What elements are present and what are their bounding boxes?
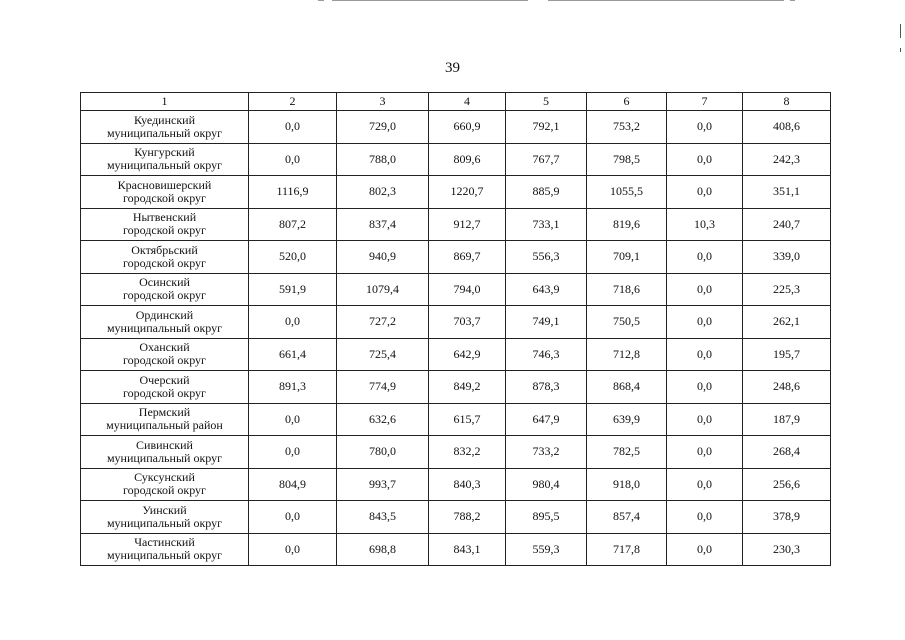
municipality-name-line: Сивинский	[136, 437, 193, 452]
column-header-4: 4	[429, 93, 506, 111]
municipality-name-line: городской округ	[123, 190, 206, 205]
value-cell-col-4: 843,1	[429, 533, 506, 566]
municipality-name-line: муниципальный район	[106, 418, 223, 433]
value-cell-col-3: 698,8	[337, 533, 429, 566]
table-row	[81, 338, 831, 371]
municipality-name-line: городской округ	[123, 483, 206, 498]
municipality-name-cell	[81, 371, 249, 404]
table-row	[81, 501, 831, 534]
table-row	[81, 208, 831, 241]
table-body	[81, 111, 831, 566]
municipality-name-line: городской округ	[123, 385, 206, 400]
value-cell-col-3: 729,0	[337, 111, 429, 144]
value-cell-col-5: 733,1	[506, 208, 587, 241]
value-cell-col-4: 1220,7	[429, 176, 506, 209]
column-header-6: 6	[587, 93, 667, 111]
municipality-name-line: муниципальный округ	[106, 125, 223, 140]
value-cell-col-5: 559,3	[506, 533, 587, 566]
value-cell-col-3: 940,9	[337, 241, 429, 274]
municipality-name-line: Очерский	[139, 372, 190, 387]
value-cell-col-4: 869,7	[429, 241, 506, 274]
municipality-name-line: Оханский	[139, 340, 190, 355]
municipality-name-line: муниципальный округ	[106, 548, 223, 563]
table-row	[81, 533, 831, 566]
value-cell-col-2: 591,9	[249, 273, 337, 306]
scan-edge-mark	[900, 24, 901, 38]
municipality-name-cell	[81, 241, 249, 274]
value-cell-col-7: 0,0	[667, 306, 743, 339]
value-cell-col-4: 615,7	[429, 403, 506, 436]
value-cell-col-7: 0,0	[667, 501, 743, 534]
value-cell-col-2: 0,0	[249, 501, 337, 534]
municipality-name-line: муниципальный округ	[106, 450, 223, 465]
value-cell-col-2: 804,9	[249, 468, 337, 501]
value-cell-col-8: 225,3	[743, 273, 831, 306]
value-cell-col-4: 832,2	[429, 436, 506, 469]
value-cell-col-7: 0,0	[667, 533, 743, 566]
table-row	[81, 273, 831, 306]
value-cell-col-4: 788,2	[429, 501, 506, 534]
value-cell-col-8: 242,3	[743, 143, 831, 176]
scan-artifact-line	[790, 0, 795, 1]
column-header-1: 1	[81, 93, 249, 111]
municipality-name-line: городской округ	[123, 223, 206, 238]
value-cell-col-7: 0,0	[667, 338, 743, 371]
value-cell-col-5: 643,9	[506, 273, 587, 306]
table-row	[81, 371, 831, 404]
value-cell-col-4: 642,9	[429, 338, 506, 371]
municipality-name-line: муниципальный округ	[106, 320, 223, 335]
table-row	[81, 403, 831, 436]
scan-edge-mark	[900, 48, 901, 52]
value-cell-col-5: 746,3	[506, 338, 587, 371]
value-cell-col-4: 840,3	[429, 468, 506, 501]
value-cell-col-2: 0,0	[249, 143, 337, 176]
value-cell-col-5: 647,9	[506, 403, 587, 436]
value-cell-col-7: 0,0	[667, 241, 743, 274]
value-cell-col-2: 891,3	[249, 371, 337, 404]
value-cell-col-6: 709,1	[587, 241, 667, 274]
value-cell-col-3: 632,6	[337, 403, 429, 436]
value-cell-col-7: 0,0	[667, 143, 743, 176]
value-cell-col-5: 885,9	[506, 176, 587, 209]
value-cell-col-2: 520,0	[249, 241, 337, 274]
value-cell-col-8: 262,1	[743, 306, 831, 339]
table-row	[81, 306, 831, 339]
table-row	[81, 111, 831, 144]
municipality-name-cell	[81, 208, 249, 241]
municipality-name-cell	[81, 436, 249, 469]
value-cell-col-4: 809,6	[429, 143, 506, 176]
value-cell-col-5: 749,1	[506, 306, 587, 339]
municipality-name-line: Уинский	[142, 502, 187, 517]
value-cell-col-2: 0,0	[249, 403, 337, 436]
municipality-name-line: Красновишерский	[117, 177, 212, 192]
table-row	[81, 468, 831, 501]
value-cell-col-7: 0,0	[667, 176, 743, 209]
value-cell-col-6: 717,8	[587, 533, 667, 566]
value-cell-col-8: 195,7	[743, 338, 831, 371]
municipality-name-cell	[81, 176, 249, 209]
value-cell-col-2: 1116,9	[249, 176, 337, 209]
table-row	[81, 176, 831, 209]
table-row	[81, 241, 831, 274]
value-cell-col-3: 725,4	[337, 338, 429, 371]
municipality-name-line: городской округ	[123, 353, 206, 368]
value-cell-col-5: 980,4	[506, 468, 587, 501]
value-cell-col-3: 727,2	[337, 306, 429, 339]
column-header-5: 5	[506, 93, 587, 111]
value-cell-col-2: 807,2	[249, 208, 337, 241]
value-cell-col-6: 639,9	[587, 403, 667, 436]
value-cell-col-6: 857,4	[587, 501, 667, 534]
municipality-name-line: городской округ	[123, 288, 206, 303]
value-cell-col-7: 0,0	[667, 436, 743, 469]
value-cell-col-4: 912,7	[429, 208, 506, 241]
municipality-name-line: Октябрьский	[131, 242, 198, 257]
value-cell-col-8: 240,7	[743, 208, 831, 241]
header-row	[81, 93, 831, 111]
municipality-name-line: муниципальный округ	[106, 158, 223, 173]
value-cell-col-3: 837,4	[337, 208, 429, 241]
value-cell-col-3: 1079,4	[337, 273, 429, 306]
value-cell-col-8: 339,0	[743, 241, 831, 274]
value-cell-col-5: 878,3	[506, 371, 587, 404]
municipality-name-line: Нытвенский	[132, 210, 197, 225]
value-cell-col-6: 753,2	[587, 111, 667, 144]
municipality-name-line: Суксунский	[134, 470, 195, 485]
value-cell-col-2: 661,4	[249, 338, 337, 371]
value-cell-col-3: 780,0	[337, 436, 429, 469]
column-header-8: 8	[743, 93, 831, 111]
value-cell-col-5: 895,5	[506, 501, 587, 534]
value-cell-col-8: 378,9	[743, 501, 831, 534]
value-cell-col-6: 712,8	[587, 338, 667, 371]
value-cell-col-6: 782,5	[587, 436, 667, 469]
value-cell-col-5: 767,7	[506, 143, 587, 176]
municipality-name-cell	[81, 306, 249, 339]
table-row	[81, 436, 831, 469]
municipality-name-line: Кунгурский	[134, 145, 195, 160]
value-cell-col-8: 187,9	[743, 403, 831, 436]
table-header	[81, 93, 831, 111]
value-cell-col-2: 0,0	[249, 533, 337, 566]
value-cell-col-3: 993,7	[337, 468, 429, 501]
column-header-7: 7	[667, 93, 743, 111]
column-header-2: 2	[249, 93, 337, 111]
value-cell-col-7: 0,0	[667, 468, 743, 501]
municipality-name-cell	[81, 111, 249, 144]
value-cell-col-7: 0,0	[667, 273, 743, 306]
municipality-name-line: Пермский	[138, 405, 191, 420]
value-cell-col-2: 0,0	[249, 436, 337, 469]
municipality-name-cell	[81, 501, 249, 534]
value-cell-col-6: 798,5	[587, 143, 667, 176]
value-cell-col-6: 750,5	[587, 306, 667, 339]
municipality-name-cell	[81, 468, 249, 501]
value-cell-col-4: 660,9	[429, 111, 506, 144]
value-cell-col-6: 1055,5	[587, 176, 667, 209]
value-cell-col-6: 918,0	[587, 468, 667, 501]
municipality-name-line: Куединский	[133, 112, 196, 127]
value-cell-col-5: 792,1	[506, 111, 587, 144]
value-cell-col-8: 256,6	[743, 468, 831, 501]
value-cell-col-2: 0,0	[249, 111, 337, 144]
value-cell-col-8: 408,6	[743, 111, 831, 144]
value-cell-col-5: 556,3	[506, 241, 587, 274]
column-header-3: 3	[337, 93, 429, 111]
scan-artifact-line	[332, 0, 528, 1]
scan-artifact-line	[318, 0, 324, 1]
value-cell-col-7: 0,0	[667, 111, 743, 144]
value-cell-col-5: 733,2	[506, 436, 587, 469]
table-row	[81, 143, 831, 176]
value-cell-col-8: 248,6	[743, 371, 831, 404]
municipality-name-cell	[81, 338, 249, 371]
value-cell-col-6: 718,6	[587, 273, 667, 306]
data-table	[80, 92, 831, 566]
value-cell-col-4: 794,0	[429, 273, 506, 306]
value-cell-col-3: 843,5	[337, 501, 429, 534]
municipality-name-cell	[81, 273, 249, 306]
value-cell-col-3: 802,3	[337, 176, 429, 209]
municipality-name-cell	[81, 533, 249, 566]
value-cell-col-6: 868,4	[587, 371, 667, 404]
value-cell-col-4: 849,2	[429, 371, 506, 404]
value-cell-col-2: 0,0	[249, 306, 337, 339]
municipality-name-line: городской округ	[123, 255, 206, 270]
value-cell-col-7: 10,3	[667, 208, 743, 241]
value-cell-col-8: 268,4	[743, 436, 831, 469]
value-cell-col-7: 0,0	[667, 403, 743, 436]
scan-artifact-line	[548, 0, 784, 1]
value-cell-col-7: 0,0	[667, 371, 743, 404]
municipality-name-line: Ординский	[135, 307, 194, 322]
value-cell-col-3: 788,0	[337, 143, 429, 176]
value-cell-col-4: 703,7	[429, 306, 506, 339]
value-cell-col-8: 351,1	[743, 176, 831, 209]
value-cell-col-6: 819,6	[587, 208, 667, 241]
municipality-name-line: муниципальный округ	[106, 515, 223, 530]
value-cell-col-3: 774,9	[337, 371, 429, 404]
municipality-name-line: Осинский	[139, 275, 190, 290]
municipality-name-cell	[81, 143, 249, 176]
page-number: 39	[445, 60, 460, 76]
value-cell-col-8: 230,3	[743, 533, 831, 566]
municipality-name-cell	[81, 403, 249, 436]
municipality-name-line: Частинский	[134, 535, 195, 550]
